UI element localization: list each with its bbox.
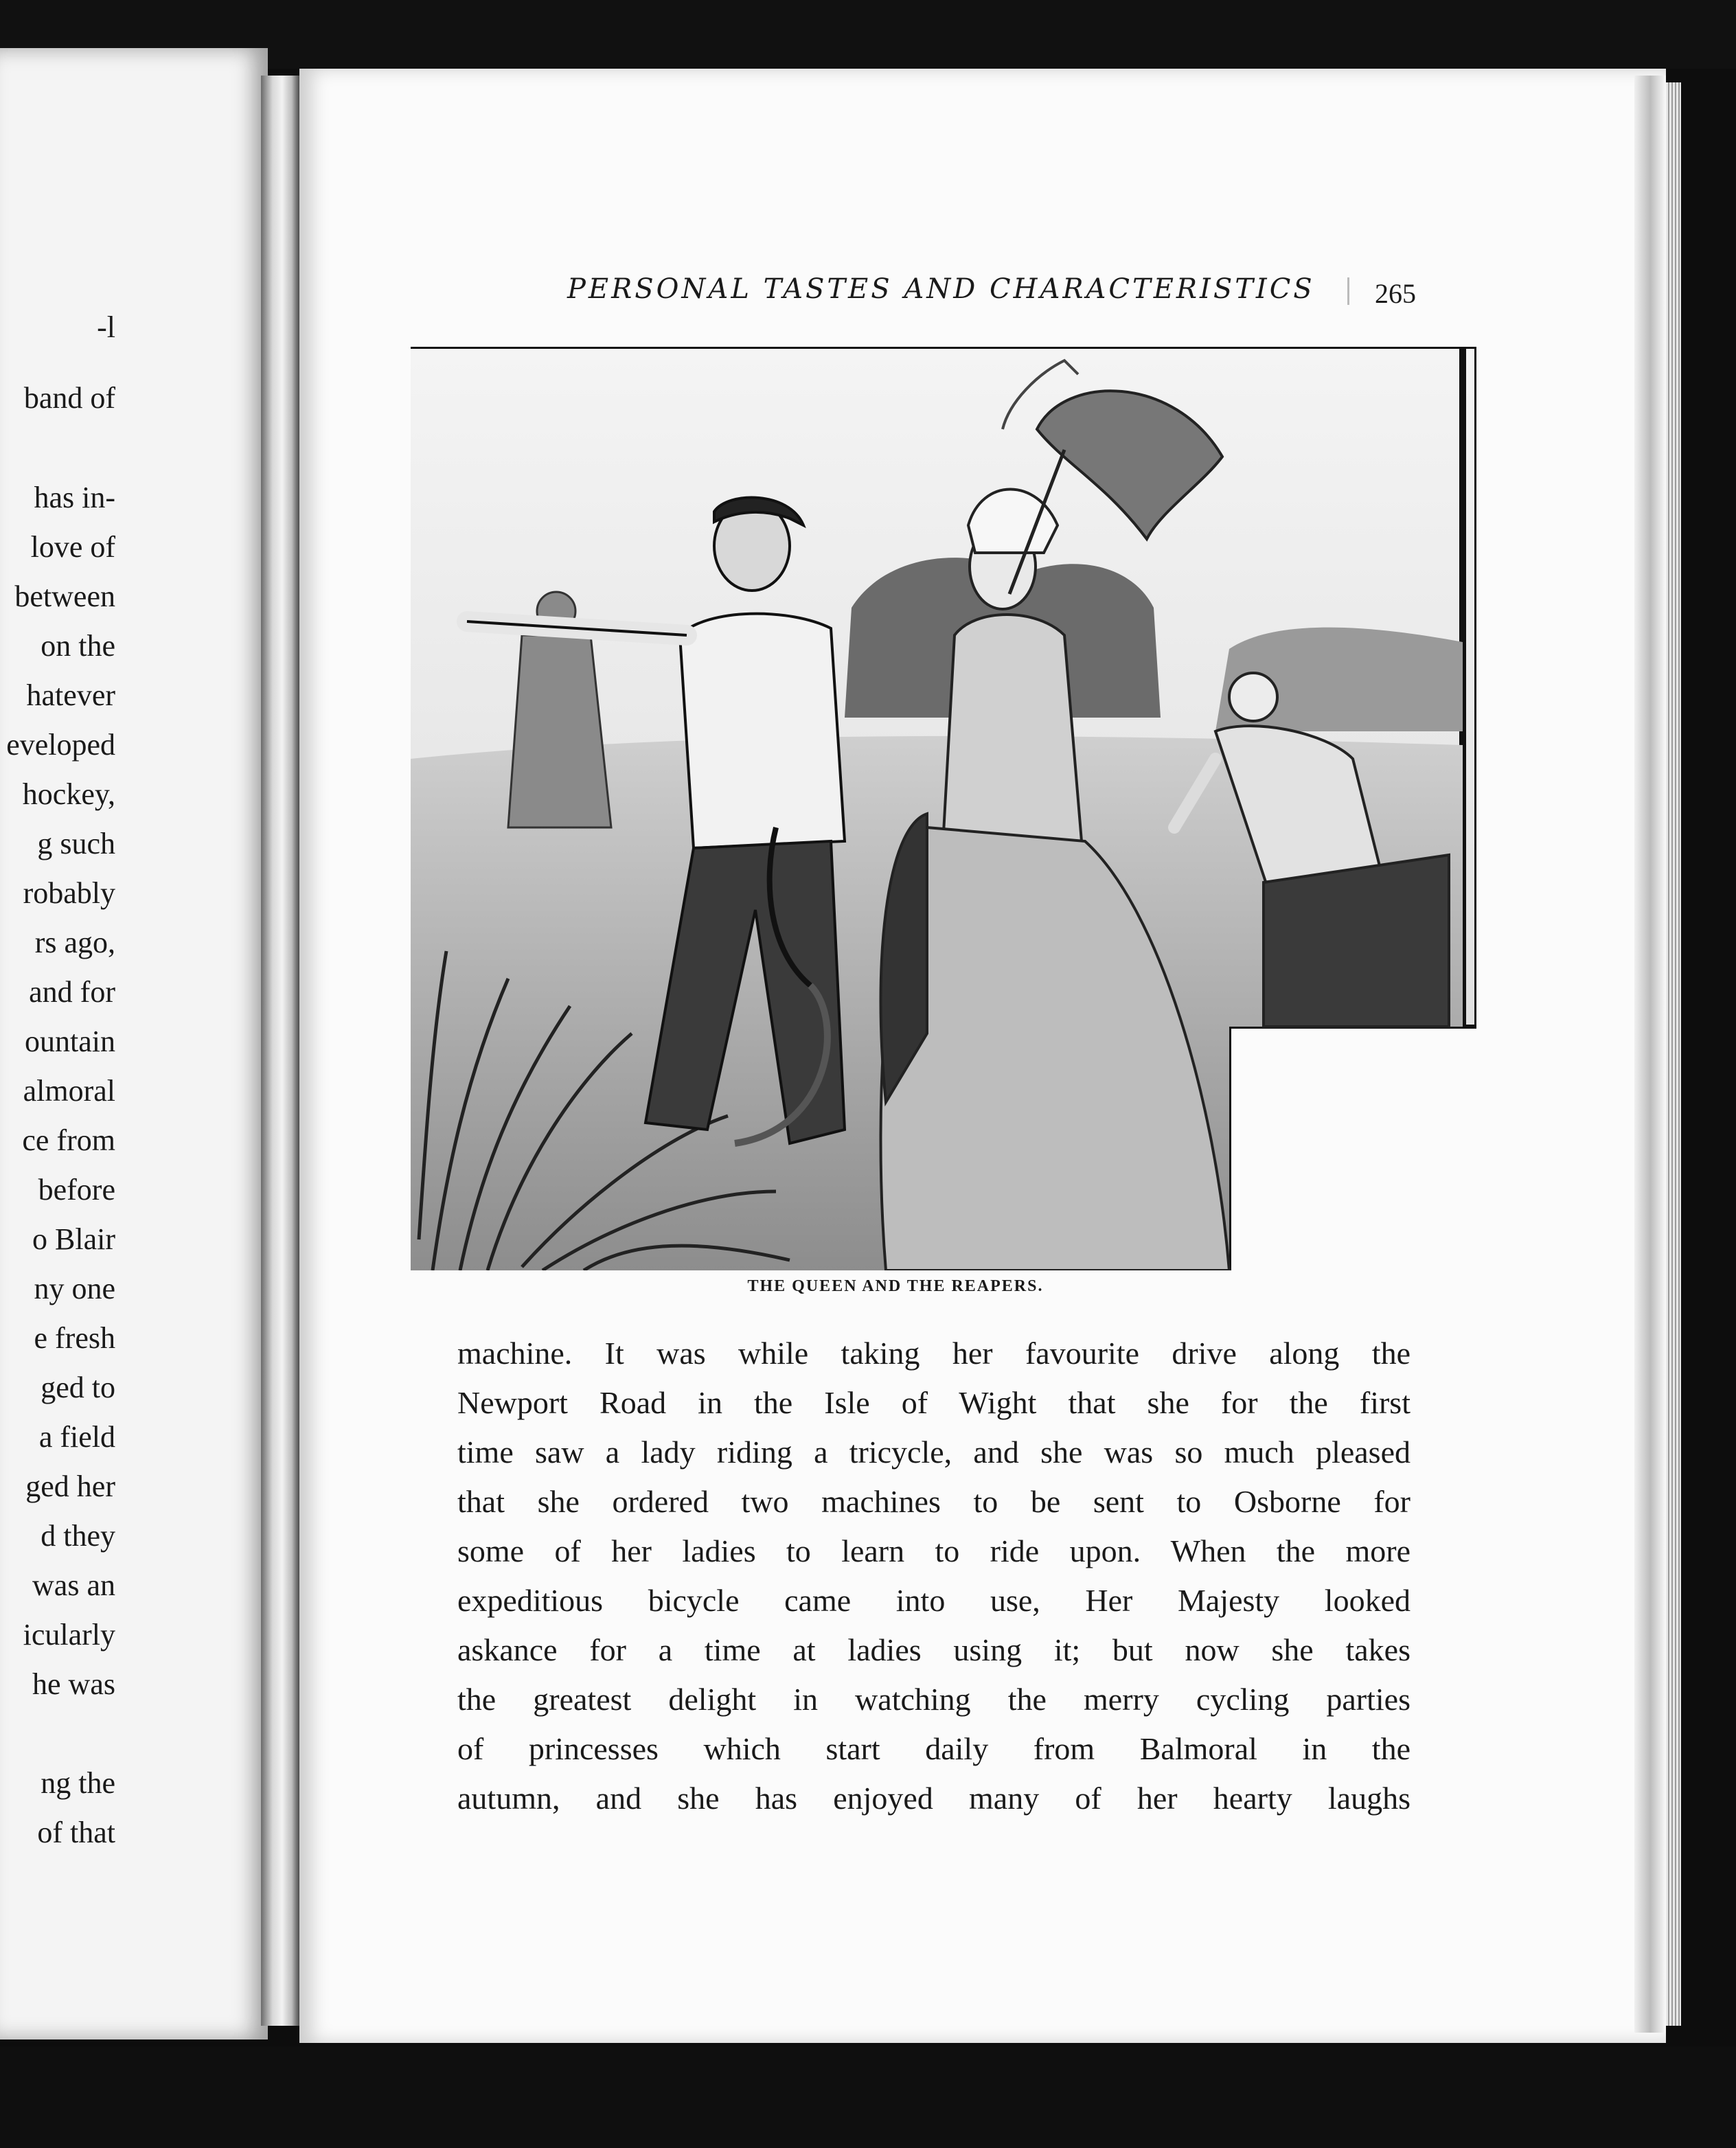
left-page-line: ng the <box>41 1766 115 1800</box>
body-line: time saw a lady riding a tricycle, and she was so much pleased <box>457 1435 1410 1470</box>
left-page-line: g such <box>37 827 115 860</box>
scan-background-bottom <box>0 2046 1736 2148</box>
body-line: that she ordered two machines to be sent to Osborne for <box>457 1484 1410 1519</box>
body-line: of princesses which start daily from Balmoral in the <box>457 1731 1410 1766</box>
book-gutter <box>261 76 299 2026</box>
left-page-line: band of <box>23 381 115 415</box>
left-page-line: ged to <box>41 1371 115 1404</box>
left-page-line: between <box>14 580 115 613</box>
left-page-line: o Blair <box>32 1222 115 1256</box>
running-head: PERSONAL TASTES AND CHARACTERISTICS <box>567 273 1315 305</box>
left-page-line: love of <box>30 530 115 564</box>
left-page-line: of that <box>37 1816 115 1849</box>
page-edge <box>1634 76 1666 2033</box>
body-line: machine. It was while taking her favourite drive along the <box>457 1336 1410 1371</box>
left-page-line: -l <box>97 310 115 344</box>
left-page-line: ny one <box>34 1272 115 1305</box>
left-page-line: icularly <box>23 1618 115 1652</box>
left-page <box>0 48 268 2040</box>
body-line: some of her ladies to learn to ride upon. When the more <box>457 1533 1410 1568</box>
left-page-line: on the <box>41 629 115 663</box>
page-number: 265 <box>1375 278 1416 309</box>
left-page-line: almoral <box>23 1074 115 1108</box>
left-page-line: robably <box>23 876 115 910</box>
queen-and-reapers-illustration <box>405 347 1476 1270</box>
left-page-line: before <box>38 1173 115 1207</box>
body-line: the greatest delight in watching the merry cycling parties <box>457 1682 1410 1717</box>
illustration-caption: THE QUEEN AND THE REAPERS. <box>747 1277 1044 1295</box>
left-page-line: d they <box>41 1519 115 1553</box>
left-page-line: e fresh <box>34 1321 115 1355</box>
page-edge-stack <box>1666 82 1681 2026</box>
left-page-line: was an <box>32 1568 115 1602</box>
left-page-line: and for <box>29 975 115 1009</box>
running-head-rule <box>1347 277 1349 305</box>
body-text <box>457 1329 1410 1823</box>
left-page-line: hatever <box>26 678 115 712</box>
body-line: autumn, and she has enjoyed many of her hearty laughs <box>457 1781 1410 1816</box>
left-page-line: hockey, <box>22 777 115 811</box>
left-page-line: eveloped <box>6 728 115 762</box>
left-page-line: ce from <box>22 1123 115 1157</box>
left-page-line: ountain <box>25 1025 115 1058</box>
left-page-line: he was <box>32 1667 115 1701</box>
body-line: askance for a time at ladies using it; but now she takes <box>457 1632 1410 1667</box>
left-page-line: a field <box>38 1420 115 1454</box>
left-page-line: ged her <box>25 1470 115 1503</box>
body-line: expeditious bicycle came into use, Her Majesty looked <box>457 1583 1410 1618</box>
left-page-line: rs ago, <box>34 926 115 959</box>
body-line: Newport Road in the Isle of Wight that she for the first <box>457 1385 1410 1420</box>
left-page-line: has in- <box>34 481 115 514</box>
